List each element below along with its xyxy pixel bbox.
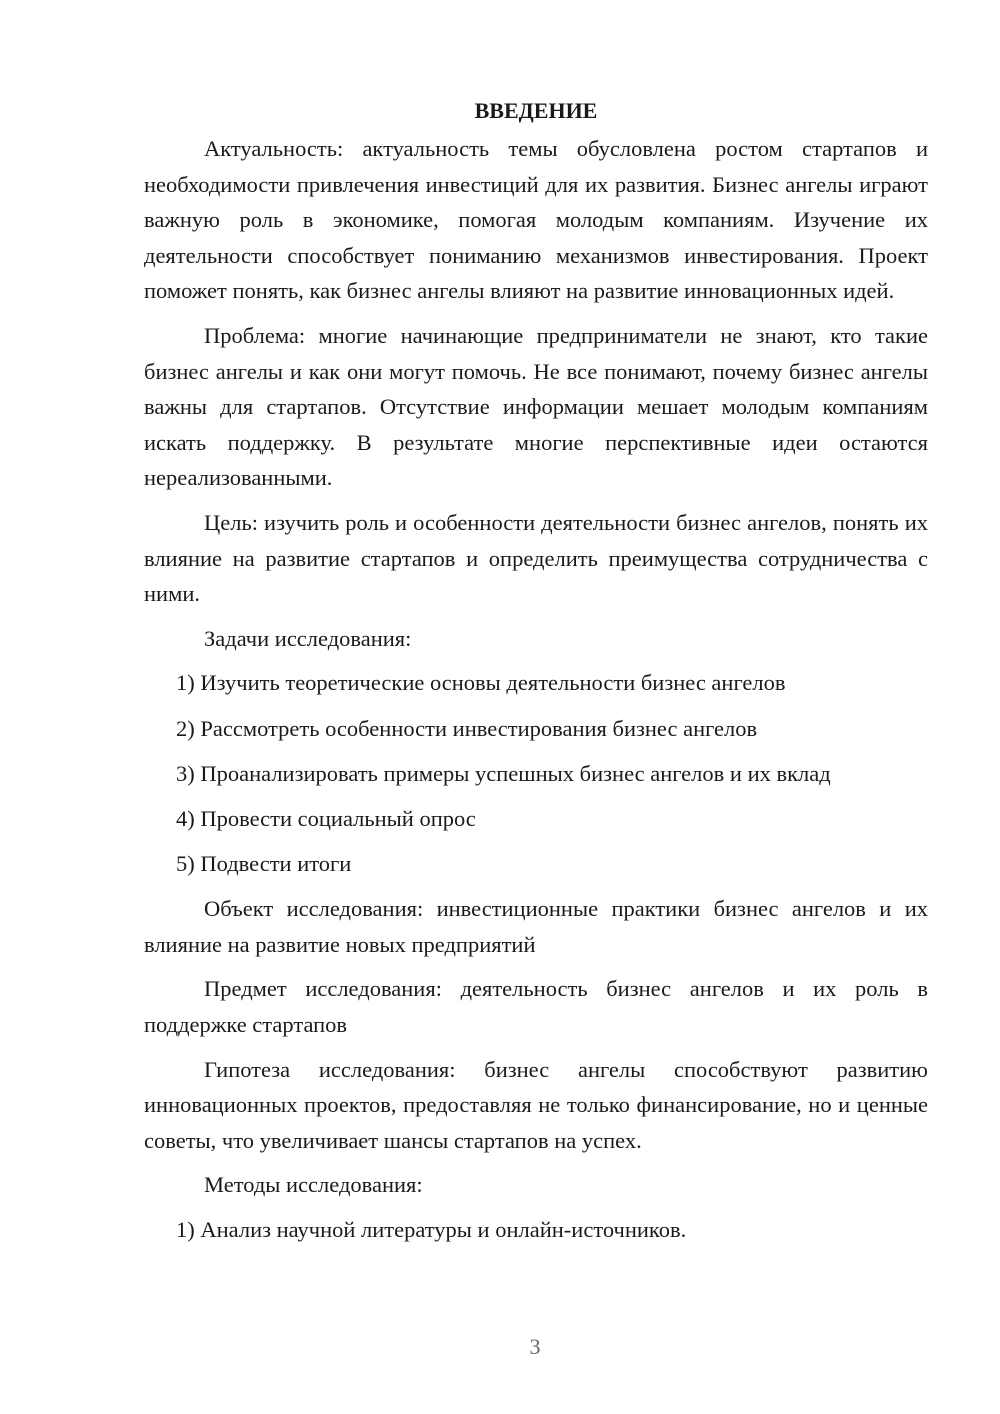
object-paragraph: Объект исследования: инвестиционные практики бизнес ангелов и их влияние на развитие новых предприятий xyxy=(144,896,928,957)
tasks-list xyxy=(144,665,928,881)
tasks-heading: Задачи исследования: xyxy=(204,625,412,651)
list-item: 1) Анализ научной литературы и онлайн-источников. xyxy=(176,1217,687,1242)
subject-paragraph: Предмет исследования: деятельность бизнес ангелов и их роль в поддержке стартапов xyxy=(144,976,928,1038)
list-item: 3) Проанализировать примеры успешных бизнес ангелов и их вклад xyxy=(176,760,831,786)
goal-paragraph: Цель: изучить роль и особенности деятельности бизнес ангелов, понять их влияние на развитие стартапов и определить преимущества сотрудничества с ними. xyxy=(144,509,928,607)
problem-paragraph: Проблема: многие начинающие предприниматели не знают, кто такие бизнес ангелы и как они могут помочь. Не все понимают, почему бизнес ангелы важны для стартапов. Отсутствие информации мешает молодым компаниям искать поддержку. В результате многие перспективные идеи остаются нереализованными. xyxy=(144,322,928,491)
methods-list xyxy=(144,1212,928,1248)
list-item: 4) Провести социальный опрос xyxy=(176,805,476,831)
page-title: ВВЕДЕНИЕ xyxy=(474,98,598,123)
methods-heading: Методы исследования: xyxy=(204,1172,423,1198)
document-page xyxy=(144,93,928,1257)
list-item: 5) Подвести итоги xyxy=(176,851,352,877)
page-number: 3 xyxy=(529,1334,541,1359)
hypothesis-paragraph: Гипотеза исследования: бизнес ангелы способствуют развитию инновационных проектов, предоставляя не только финансирование, но и ценные советы, что увеличивает шансы стартапов на успех. xyxy=(144,1056,928,1153)
relevance-paragraph: Актуальность: актуальность темы обусловлена ростом стартапов и необходимости привлечения инвестиций для их развития. Бизнес ангелы играют важную роль в экономике, помогая молодым компаниям. Изучение их деятельности способствует пониманию механизмов инвестирования. Проект поможет понять, как бизнес ангелы влияют на развитие инновационных идей. xyxy=(144,136,928,304)
list-item: 2) Рассмотреть особенности инвестирования бизнес ангелов xyxy=(176,715,758,741)
list-item: 1) Изучить теоретические основы деятельности бизнес ангелов xyxy=(176,670,786,696)
